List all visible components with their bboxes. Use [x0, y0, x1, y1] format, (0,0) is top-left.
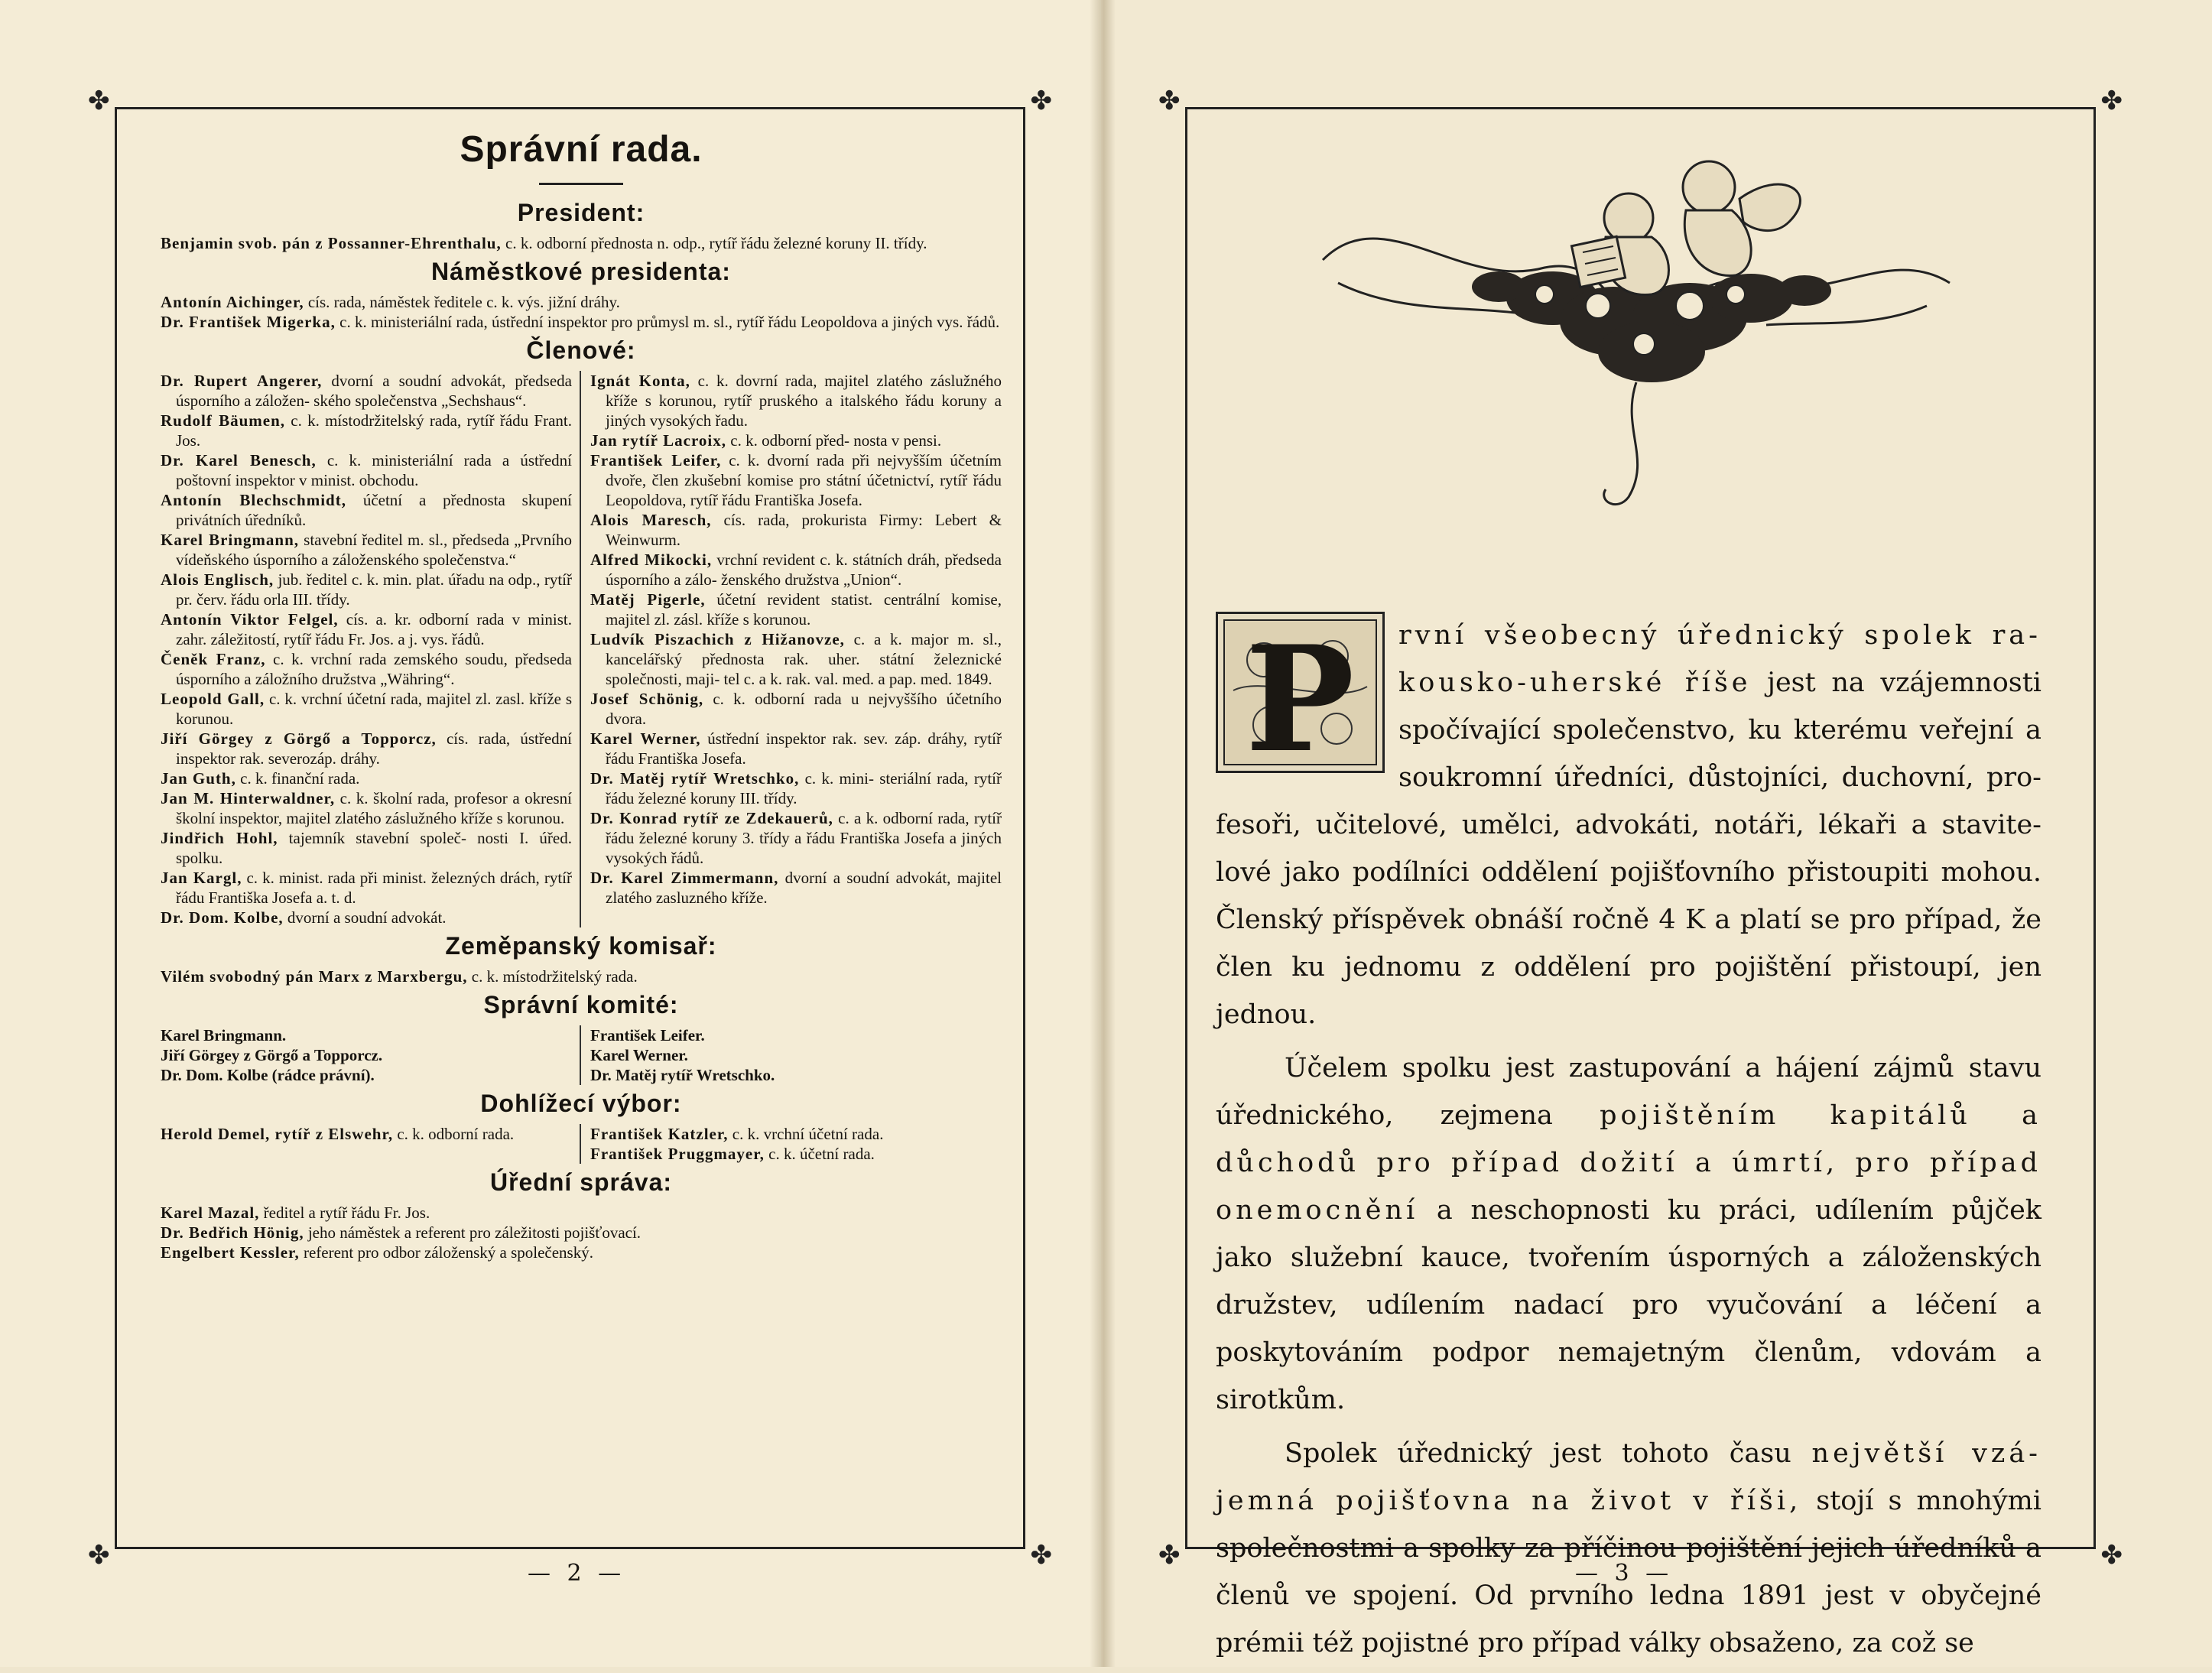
frame-ornament-icon: ✤	[1030, 1540, 1052, 1571]
member-entry: Alois Maresch, cís. rada, prokurista Firmy: Lebert & Weinwurm.	[590, 511, 1002, 549]
member-entry: Dr. Rupert Angerer, dvorní a soudní advokát, předseda úsporního a záložen- ského společenstva „Sechshaus“.	[161, 372, 572, 410]
committee-columns	[161, 1025, 1002, 1085]
frame-ornament-icon: ✤	[1158, 1540, 1181, 1571]
member-entry: Karel Werner, ústřední inspektor rak. sev. záp. dráhy, rytíř řádu Františka Josefa.	[590, 729, 1002, 768]
committee-member: Dr. Dom. Kolbe (rádce právní).	[161, 1066, 375, 1084]
committee-left-column	[161, 1025, 581, 1085]
frame-ornament-icon: ✤	[1030, 86, 1052, 116]
member-entry: Dr. Karel Benesch, c. k. ministeriální rada a ústřední poštovní inspektor v minist. obchodu.	[161, 451, 572, 489]
page-number-left: — 2 —	[528, 1560, 626, 1587]
president-heading: President:	[517, 199, 645, 226]
member-entry: Dr. Karel Zimmermann, dvorní a soudní advokát, majitel zlatého zasluzného kříže.	[590, 869, 1002, 907]
member-entry: Jan Kargl, c. k. minist. rada při minist. železných drách, rytíř řádu Františka Josefa a. t. d.	[161, 869, 572, 907]
president-entry: Benjamin svob. pán z Possanner-Ehrenthalu, c. k. odborní přednosta n. odp., rytíř řádu železné koruny II. třídy.	[161, 234, 927, 252]
commissar-heading: Zeměpanský komisař:	[445, 932, 717, 960]
frame-ornament-icon: ✤	[1158, 86, 1181, 116]
dropcap-initial	[1216, 612, 1385, 773]
supervisory-left-column	[161, 1124, 581, 1164]
members-left-column	[161, 371, 581, 927]
supervisory-heading: Dohlížecí výbor:	[480, 1090, 682, 1117]
committee-member: Jiří Görgey z Görgő a Topporcz.	[161, 1046, 383, 1064]
member-entry: Jan rytíř Lacroix, c. k. odborní před- nosta v pensi.	[590, 431, 942, 450]
member-entry: Alois Englisch, jub. ředitel c. k. min. plat. úřadu na odp., rytíř pr. červ. řádu orla III. třídy.	[161, 570, 572, 609]
committee-member: Karel Werner.	[590, 1046, 688, 1064]
office-entry: Engelbert Kessler, referent pro odbor záloženský a společenský.	[161, 1243, 593, 1262]
frame-ornament-icon: ✤	[88, 1540, 110, 1571]
member-entry: Matěj Pigerle, účetní revident statist. centrální komise, majitel zl. zásl. kříže s korunou.	[590, 590, 1002, 629]
paragraph-2: Účelem spolku jest zastupování a hájení zájmů stavu úřednického, zejmena pojištěním kapitálů a důchodů pro případ dožití a úmrtí, pro případ onemocnění a neschopnosti ku práci, udílením půjček jako služební kauce, tvořením úsporných a záloženských družstev, udílením nadací pro vyučování a léčení a poskytováním podpor nemajetným členům, vdovám a sirotkům.	[1216, 1053, 2041, 1415]
supervisory-member: František Katzler, c. k. vrchní účetní rada.	[590, 1125, 884, 1143]
book-gutter	[1090, 0, 1116, 1667]
member-entry: Jan Guth, c. k. finanční rada.	[161, 769, 360, 788]
office-heading: Úřední správa:	[489, 1168, 673, 1196]
supervisory-columns	[161, 1124, 1002, 1164]
committee-right-column	[581, 1025, 1002, 1085]
member-entry: Jindřich Hohl, tajemník stavební společ- nosti I. úřed. spolku.	[161, 829, 572, 867]
supervisory-member: Herold Demel, rytíř z Elswehr, c. k. odborní rada.	[161, 1125, 515, 1143]
society-description	[1216, 612, 2041, 1673]
member-entry: Dr. Matěj rytíř Wretschko, c. k. mini- steriální rada, rytíř řádu železné koruny III. třídy.	[590, 769, 1002, 807]
title-divider	[539, 183, 623, 185]
member-entry: Ludvík Piszachich z Hižanovze, c. a k. major m. sl., kancelářský přednosta rak. uher. státní železnické společnosti, maji- tel c. a k. rak. val. med. a pap. med. 1849.	[590, 630, 1002, 688]
board-listing	[161, 128, 1002, 1262]
member-entry: František Leifer, c. k. dvorní rada při nejvyšším účetním dvoře, člen zkušební komise pro státní účetnictví, rytíř řádu Leopoldova, rytíř řádu Františka Josefa.	[590, 451, 1002, 509]
vice-president-entry: Antonín Aichinger, cís. rada, náměstek ředitele c. k. výs. jižní dráhy.	[161, 293, 620, 311]
member-entry: Čeněk Franz, c. k. vrchní rada zemského soudu, předseda úsporního a záložního družstva „Währing“.	[161, 650, 572, 688]
commissar-entry: Vilém svobodný pán Marx z Marxbergu, c. k. místodržitelský rada.	[161, 967, 638, 986]
members-heading: Členové:	[526, 336, 636, 364]
page-title: Správní rada.	[460, 129, 703, 170]
paragraph-1: P rvní všeobecný úřednický spolek ra- kousko-uherské říše jest na vzájemnosti spočívající společenstvo, ku kterému veřejní a soukromní úředníci, důstojníci, duchovní, pro- fesoři, učitelové, umělci, advokáti, notáři, lékaři a stavite- lové jako podílníci oddělení pojišťovního přistoupiti mohou. Členský příspěvek obnáší ročně 4 K a platí se pro případ, že člen ku jednomu z oddělení pro pojištění přistoupí, jen jednou.	[1216, 612, 2041, 1038]
supervisory-member: František Pruggmayer, c. k. účetní rada.	[590, 1145, 875, 1163]
member-entry: Jiří Görgey z Görgő a Topporcz, cís. rada, ústřední inspektor rak. severozáp. dráhy.	[161, 729, 572, 768]
frame-ornament-icon: ✤	[2100, 86, 2123, 116]
member-entry: Antonín Viktor Felgel, cís. a. kr. odborní rada v minist. zahr. záležitostí, rytíř řádu Fr. Jos. a j. vys. řádů.	[161, 610, 572, 648]
member-entry: Antonín Blechschmidt, účetní a přednosta skupení privátních úředníků.	[161, 491, 572, 529]
member-entry: Alfred Mikocki, vrchní revident c. k. státních dráh, předseda úsporního a zálo- ženského družstva „Union“.	[590, 551, 1002, 589]
member-entry: Leopold Gall, c. k. vrchní účetní rada, majitel zl. zasl. kříže s korunou.	[161, 690, 572, 728]
member-entry: Josef Schönig, c. k. odborní rada u nejvyššího účetního dvora.	[590, 690, 1002, 728]
committee-member: Karel Bringmann.	[161, 1026, 287, 1044]
member-entry: Jan M. Hinterwaldner, c. k. školní rada, profesor a okresní školní inspektor, majitel zlatého záslužného kříže s korunou.	[161, 789, 572, 827]
frame-ornament-icon: ✤	[2100, 1540, 2123, 1571]
member-entry: Karel Bringmann, stavební ředitel m. sl., předseda „Prvního vídeňského úsporního a záloženského společenstva.“	[161, 531, 573, 569]
page-number-right: — 3 —	[1575, 1560, 1674, 1587]
paragraph-3: Spolek úřednický jest tohoto času největší vzá- jemná pojišťovna na život v říši, stojí s mnohými společnostmi a spolky za příčinou pojištění jejich úředníků a členů ve spojení. Od prvního ledna 1891 jest v obyčejné prémii též pojistné pro případ války obsaženo, za což se	[1216, 1438, 2042, 1658]
office-entry: Karel Mazal, ředitel a rytíř řádu Fr. Jos.	[161, 1204, 430, 1222]
member-entry: Dr. Konrad rytíř ze Zdekauerů, c. a k. odborní rada, rytíř řádu železné koruny 3. třídy a řádu Františka Josefa a jiných vysokých řádů.	[590, 809, 1002, 867]
vice-president-heading: Náměstkové presidenta:	[431, 258, 731, 285]
frame-ornament-icon: ✤	[88, 86, 110, 116]
members-columns	[161, 371, 1002, 927]
supervisory-right-column	[581, 1124, 1002, 1164]
member-entry: Ignát Konta, c. k. dovrní rada, majitel zlatého záslužného kříže s korunou, rytíř pruského a italského řádu koruny a jiných vysokých řadu.	[590, 372, 1002, 430]
vice-president-entry: Dr. František Migerka, c. k. ministeriální rada, ústřední inspektor pro průmysl m. sl., rytíř řádu Leopoldova a jiných vys. řádů.	[161, 313, 1000, 331]
dropcap-letter: P	[1245, 614, 1355, 771]
committee-member: František Leifer.	[590, 1026, 705, 1044]
committee-heading: Správní komité:	[483, 991, 679, 1018]
office-entry: Dr. Bedřich Hönig, jeho náměstek a referent pro záležitosti pojišťovací.	[161, 1223, 642, 1242]
members-right-column	[581, 371, 1002, 927]
member-entry: Dr. Dom. Kolbe, dvorní a soudní advokát.	[161, 908, 447, 927]
cherub-vignette-illustration	[1292, 153, 1980, 512]
member-entry: Rudolf Bäumen, c. k. místodržitelský rada, rytíř řádu Frant. Jos.	[161, 411, 572, 450]
committee-member: Dr. Matěj rytíř Wretschko.	[590, 1066, 775, 1084]
